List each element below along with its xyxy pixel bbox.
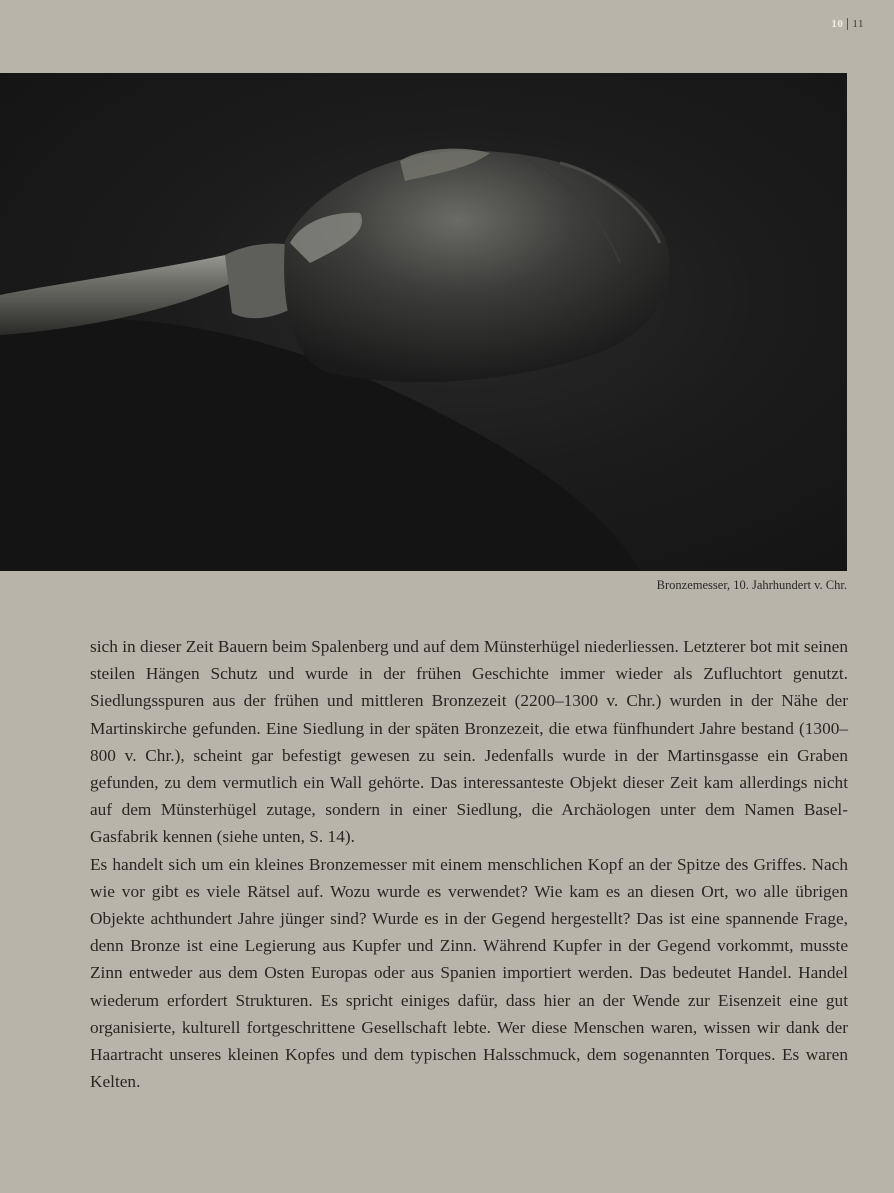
- body-text: [90, 633, 848, 1095]
- page-number-divider: [847, 18, 848, 30]
- page-number-left: 10: [831, 18, 844, 30]
- bronze-knife-illustration: [0, 73, 847, 571]
- paragraph: sich in dieser Zeit Bauern beim Spalenberg und auf dem Münsterhügel niederliessen. Letzterer bot mit seinen steilen Hängen Schutz und wurde in der frühen Geschichte immer wieder als Zufluchtort genutzt. Siedlungsspuren aus der frühen und mittleren Bronzezeit (2200–1300 v. Chr.) wurden in der Nähe der Martinskirche gefunden. Eine Siedlung in der späten Bronzezeit, die etwa fünfhundert Jahre bestand (1300–800 v. Chr.), scheint gar befestigt gewesen zu sein. Jedenfalls wurde in der Martinsgasse ein Graben gefunden, zu dem vermutlich ein Wall gehörte. Das interessanteste Objekt dieser Zeit kam allerdings nicht auf dem Münsterhügel zutage, sondern in einer Siedlung, die Archäologen unter dem Namen Basel-Gasfabrik kennen (siehe unten, S. 14).: [90, 637, 848, 847]
- paragraph: Es handelt sich um ein kleines Bronzemesser mit einem menschlichen Kopf an der Spitze des Griffes. Nach wie vor gibt es viele Rätsel auf. Wozu wurde es verwendet? Wie kam es an diesen Ort, wo alle übrigen Objekte achthundert Jahre jünger sind? Wurde es in der Gegend hergestellt? Das ist eine spannende Frage, denn Bronze ist eine Legierung aus Kupfer und Zinn. Während Kupfer in der Gegend vorkommt, musste Zinn entweder aus dem Osten Europas oder aus Spanien importiert werden. Das bedeutet Handel. Handel wiederum erfordert Strukturen. Es spricht einiges dafür, dass hier an der Wende zur Eisenzeit eine gut organisierte, kulturell fortgeschrittene Gesellschaft lebte. Wer diese Menschen waren, wissen wir dank der Haartracht unseres kleinen Kopfes und dem typischen Halsschmuck, dem sogenannten Torques. Es waren Kelten.: [90, 854, 848, 1092]
- bronze-knife-photo: [0, 73, 847, 571]
- page-numbers: [831, 18, 864, 30]
- page-number-right: 11: [852, 18, 864, 30]
- photo-caption: Bronzemesser, 10. Jahrhundert v. Chr.: [656, 578, 847, 592]
